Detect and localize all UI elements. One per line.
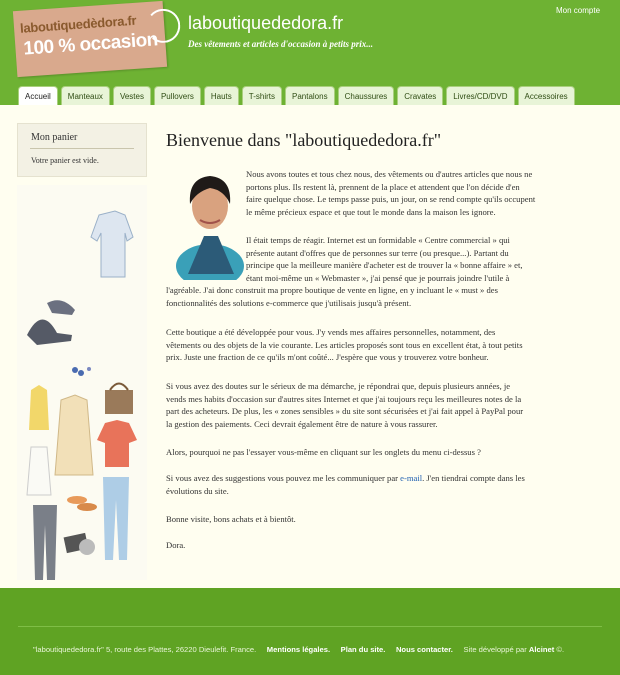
site-header	[0, 0, 620, 105]
page-title: Bienvenue dans "laboutiquededora.fr"	[166, 130, 442, 150]
paragraph-3-line-2: vêtements ou des objets de la vie courante. Les articles proposés sont tous en excellent état, à tout petits	[166, 339, 523, 350]
paragraph-2-bottom	[166, 284, 498, 309]
footer-address: "laboutiquededora.fr" 5, route des Plattes, 26220 Dieulefit. France.	[33, 645, 257, 654]
sitemap-link[interactable]: Plan du site.	[340, 645, 386, 654]
tab-hauts[interactable]: Hauts	[204, 86, 239, 105]
tab-chaussures[interactable]: Chaussures	[338, 86, 395, 105]
tab-livres-cd-dvd[interactable]: Livres/CD/DVD	[446, 86, 514, 105]
welcome-section	[166, 130, 596, 151]
logo-line-2: 100 % occasion	[22, 29, 159, 60]
paragraph-2-top	[246, 234, 523, 284]
cart-title[interactable]: Mon panier	[31, 132, 78, 143]
paragraph-6	[166, 472, 525, 497]
category-tabs	[18, 86, 575, 106]
flats-icon	[67, 496, 97, 511]
footer-divider	[18, 626, 602, 627]
red-top-icon	[97, 420, 137, 467]
paragraph-2-line-6: fonctionnalités des solutions e-commerce que j'utilisais jusqu'à présent.	[166, 297, 412, 308]
site-title[interactable]: laboutiquededora.fr	[188, 13, 344, 33]
paragraph-4-line-2: vends mes habits d'occasion sur d'autres sites Internet et que j'ai toujours reçu les meilleures notes de la	[166, 393, 522, 404]
paragraph-4	[166, 380, 523, 430]
paragraph-8	[166, 539, 185, 552]
tab-vestes[interactable]: Vestes	[113, 86, 151, 105]
my-account-link[interactable]: Mon compte	[556, 6, 601, 15]
tab-pullovers[interactable]: Pullovers	[154, 86, 201, 105]
paragraph-1	[246, 168, 535, 218]
footer-line	[33, 645, 564, 654]
legal-notice-link[interactable]: Mentions légales.	[266, 645, 331, 654]
credit-prefix: Site développé par	[463, 645, 529, 654]
paragraph-3	[166, 326, 523, 364]
paragraph-1-line-1: Nous avons toutes et tous chez nous, des vêtements ou d'autres articles que nous ne	[246, 169, 533, 179]
paragraph-4-line-4: la gestion des paiements. Ceci devrait également être de nature à vous rassurer.	[166, 418, 438, 429]
coat-icon	[55, 395, 93, 475]
signature: Dora.	[166, 540, 186, 550]
paragraph-1-line-2: portons plus. Ils restent là, prennent de la place et attendent que l'on décide d'en	[246, 181, 520, 192]
paragraph-2-line-1: Il était temps de réagir. Internet est un formidable « Centre commercial » qui	[246, 235, 510, 245]
paragraph-3-line-3: prix. Juste une fraction de ce qu'ils m'ont coûté... J'espère que vous y trouverez votre bonheur.	[166, 352, 489, 362]
paragraph-2-line-2: présente autant d'offres que de personnes sur terre (ou presque...). Partant du	[246, 247, 509, 258]
tab-accueil[interactable]: Accueil	[18, 86, 58, 106]
paragraph-2-line-5: l'agréable. J'ai donc construit ma propre boutique de vente en ligne, en y incluant le « must » des	[166, 285, 498, 295]
cart-divider	[30, 148, 134, 149]
tab-tshirts[interactable]: T-shirts	[242, 86, 282, 105]
shoe-heels-icon	[27, 300, 75, 345]
clothes-illustration	[17, 185, 147, 580]
paragraph-6-line-2: évolutions du site.	[166, 485, 229, 496]
skirt-icon	[27, 447, 51, 495]
email-link[interactable]: e-mail	[400, 473, 423, 483]
paragraph-2-line-3: principe que la meilleure manière d'acheter est de trouver la « bonne affaire » et,	[246, 260, 523, 270]
site-footer	[0, 588, 620, 675]
handbag-icon	[105, 384, 133, 415]
contact-link[interactable]: Nous contacter.	[395, 645, 453, 654]
tab-cravates[interactable]: Cravates	[397, 86, 443, 105]
cart-empty-text: Votre panier est vide.	[31, 156, 99, 165]
paragraph-6-text-before: Si vous avez des suggestions vous pouvez me les communiquer par	[166, 473, 401, 483]
credit-suffix: ©.	[554, 645, 565, 654]
alcinet-link[interactable]: Alcinet	[528, 645, 555, 654]
tab-accessoires[interactable]: Accessoires	[518, 86, 575, 105]
closing-line: Bonne visite, bons achats et à bientôt.	[166, 514, 296, 524]
paragraph-7	[166, 513, 296, 526]
tab-pantalons[interactable]: Pantalons	[285, 86, 335, 105]
paragraph-6-text-after: . J'en tiendrai compte dans les	[422, 473, 525, 483]
pants-icon	[33, 505, 57, 580]
shirt-icon	[91, 211, 133, 277]
yellow-top-icon	[29, 385, 49, 430]
paragraph-2-line-4: étant moi-même un « Webmaster », j'ai pensé que je pourrais joindre l'utile à	[246, 272, 510, 283]
jeans-icon	[103, 477, 129, 560]
paragraph-3-line-1: Cette boutique a été développée pour vous. J'y vends mes affaires personnelles, notamment, des	[166, 327, 496, 337]
paragraph-5-line-1: Alors, pourquoi ne pas l'essayer vous-même en cliquant sur les onglets du menu ci-dessus ?	[166, 447, 481, 457]
dora-portrait	[174, 166, 244, 280]
earrings-icon	[72, 367, 91, 376]
paragraph-4-line-3: part des acheteurs. De plus, les « zones sensibles » du site sont sécurisées et j'ai fait appel à PayPal pour	[166, 406, 524, 416]
paragraph-6-line-1	[166, 472, 525, 485]
site-tagline: Des vêtements et articles d'occasion à petits prix...	[188, 39, 373, 49]
paragraph-5	[166, 446, 481, 459]
site-logo[interactable]	[13, 1, 167, 77]
paragraph-1-line-4: le même précieux espace et que tout le monde dans la maison les ignore.	[246, 206, 496, 217]
paragraph-1-line-3: faire quelque chose. Le temps passe puis, un jour, on se rend compte qu'ils occupent	[246, 194, 536, 204]
cart-box	[17, 123, 147, 177]
books-cd-icon	[64, 533, 95, 555]
logo-line-1: laboutiquedèdora.fr	[19, 12, 137, 36]
tab-manteaux[interactable]: Manteaux	[61, 86, 110, 105]
paragraph-4-line-1: Si vous avez des doutes sur le sérieux de ma démarche, je répondrai que, depuis plusieurs années, je	[166, 381, 511, 391]
